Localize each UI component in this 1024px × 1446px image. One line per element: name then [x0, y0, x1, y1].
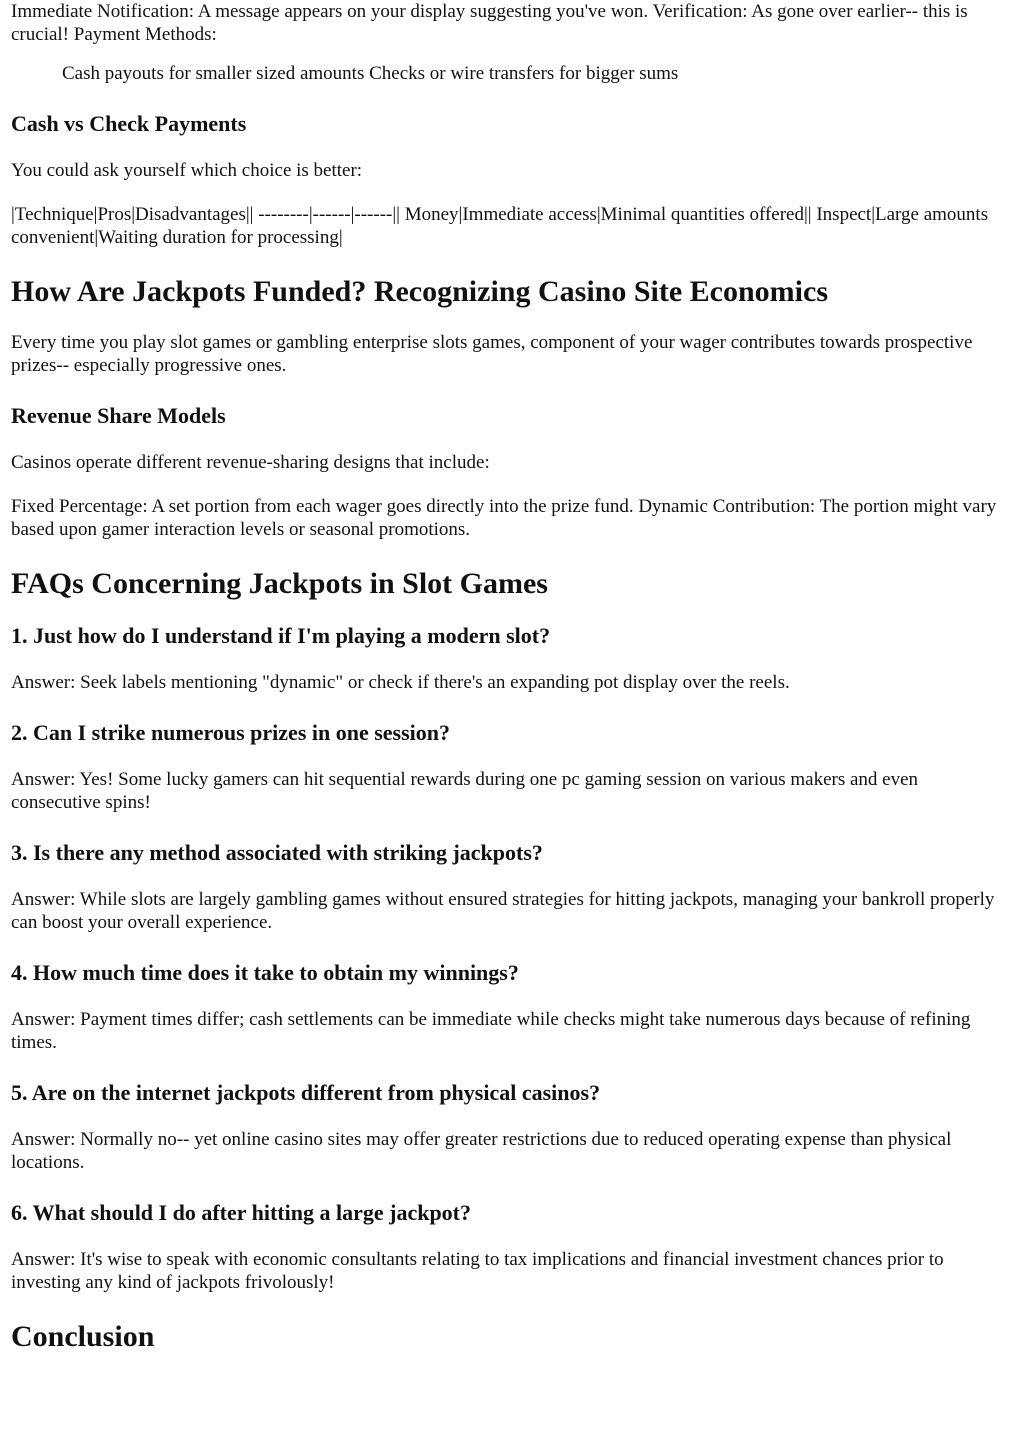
faq-answer-2: Answer: Yes! Some lucky gamers can hit sequential rewards during one pc gaming session on various makers and even consecutive spins!	[11, 769, 919, 813]
faq-question-3: 3. Is there any method associated with striking jackpots?	[11, 840, 543, 865]
revenue-share-heading: Revenue Share Models	[11, 403, 226, 428]
intro-paragraph: Immediate Notification: A message appears on your display suggesting you've won. Verification: As gone over earlier-- this is crucial! Payment Methods:	[11, 1, 968, 45]
revenue-share-intro: Casinos operate different revenue-sharing designs that include:	[11, 452, 490, 473]
faq-question-6: 6. What should I do after hitting a large jackpot?	[11, 1200, 472, 1225]
faq-answer-1: Answer: Seek labels mentioning "dynamic" or check if there's an expanding pot display over the reels.	[11, 672, 790, 693]
cash-vs-check-table-text: |Technique|Pros|Disadvantages|| --------|------|------|| Money|Immediate access|Minimal quantities offered|| Inspect|Large amounts convenient|Waiting duration for processing|	[11, 204, 989, 248]
jackpots-funded-heading: How Are Jackpots Funded? Recognizing Casino Site Economics	[11, 275, 828, 308]
faq-answer-4: Answer: Payment times differ; cash settlements can be immediate while checks might take numerous days because of refining times.	[11, 1009, 971, 1053]
cash-vs-check-intro: You could ask yourself which choice is better:	[11, 160, 363, 181]
faq-question-1: 1. Just how do I understand if I'm playing a modern slot?	[11, 623, 551, 648]
jackpots-funded-paragraph: Every time you play slot games or gambling enterprise slots games, component of your wager contributes towards prospective prizes-- especially progressive ones.	[11, 332, 973, 376]
revenue-share-details: Fixed Percentage: A set portion from each wager goes directly into the prize fund. Dynamic Contribution: The portion might vary based upon gamer interaction levels or seasonal promotions.	[11, 496, 997, 540]
faqs-heading: FAQs Concerning Jackpots in Slot Games	[11, 567, 548, 600]
faq-answer-3: Answer: While slots are largely gambling games without ensured strategies for hitting jackpots, managing your bankroll properly can boost your overall experience.	[11, 889, 995, 933]
cash-vs-check-heading: Cash vs Check Payments	[11, 111, 247, 136]
faq-question-2: 2. Can I strike numerous prizes in one session?	[11, 720, 451, 745]
faq-answer-5: Answer: Normally no-- yet online casino sites may offer greater restrictions due to reduced operating expense than physical locations.	[11, 1129, 952, 1173]
payment-methods-quote: Cash payouts for smaller sized amounts Checks or wire transfers for bigger sums	[62, 63, 679, 84]
faq-answer-6: Answer: It's wise to speak with economic consultants relating to tax implications and financial investment chances prior to investing any kind of jackpots frivolously!	[11, 1249, 944, 1293]
faq-question-5: 5. Are on the internet jackpots different from physical casinos?	[11, 1080, 601, 1105]
faq-question-4: 4. How much time does it take to obtain my winnings?	[11, 960, 519, 985]
conclusion-heading: Conclusion	[11, 1320, 155, 1353]
